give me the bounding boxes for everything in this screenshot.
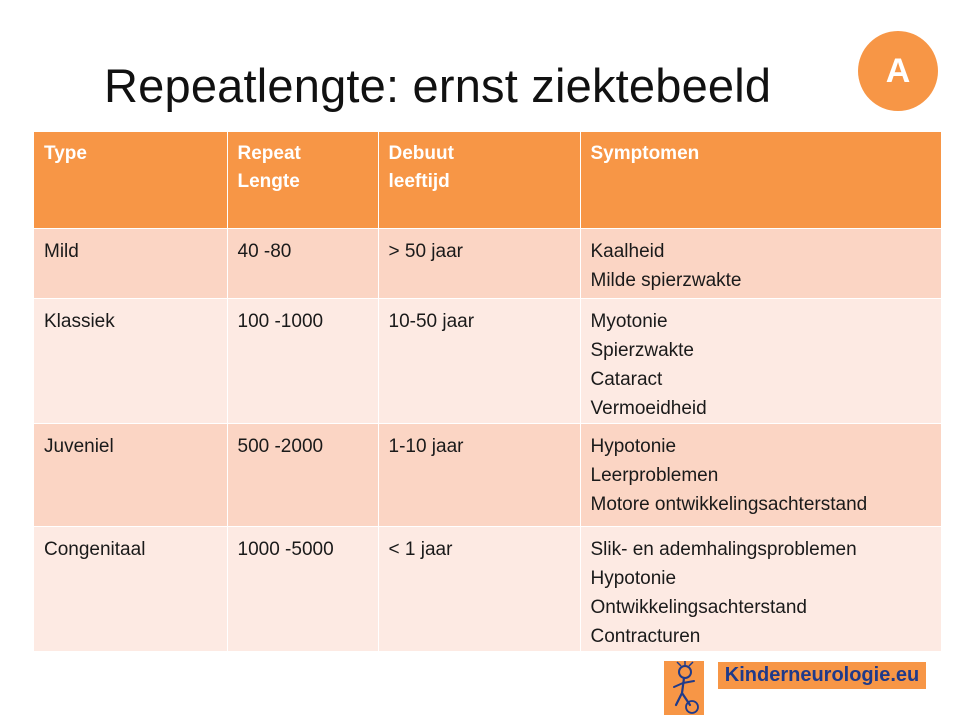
- child-figure-icon: [664, 661, 704, 715]
- symptom-item: Ontwikkelingsachterstand: [590, 596, 807, 618]
- header-repeat-length: [227, 132, 378, 228]
- slide-title: Repeatlengte: ernst ziektebeeld: [104, 59, 772, 112]
- header-line: Symptomen: [590, 143, 700, 164]
- section-badge: A: [858, 31, 938, 111]
- symptom-item: Contracturen: [590, 625, 701, 647]
- cell-repeat-length: 500 -2000: [227, 423, 378, 526]
- header-line: leeftijd: [388, 171, 450, 192]
- symptom-item: Milde spierzwakte: [590, 269, 742, 291]
- table-header-row: [34, 132, 941, 228]
- cell-type: Klassiek: [34, 298, 227, 423]
- cell-type: Congenitaal: [34, 526, 227, 651]
- cell-symptoms: [580, 298, 941, 423]
- site-logo: Kinderneurologie.eu: [718, 662, 926, 689]
- cell-onset-age: 1-10 jaar: [378, 423, 580, 526]
- symptom-item: Vermoeidheid: [590, 397, 707, 419]
- symptom-item: Leerproblemen: [590, 464, 719, 486]
- symptom-item: Hypotonie: [590, 567, 677, 589]
- header-line: Repeat: [237, 143, 301, 164]
- header-line: Debuut: [388, 143, 454, 164]
- header-line: Type: [44, 143, 87, 164]
- symptom-item: Slik- en ademhalingsproblemen: [590, 538, 857, 560]
- cell-symptoms: [580, 423, 941, 526]
- symptom-item: Myotonie: [590, 310, 668, 332]
- table-row: [34, 298, 941, 423]
- symptom-item: Kaalheid: [590, 240, 665, 262]
- cell-repeat-length: 40 -80: [227, 228, 378, 298]
- cell-repeat-length: 1000 -5000: [227, 526, 378, 651]
- table-row: [34, 526, 941, 651]
- cell-repeat-length: 100 -1000: [227, 298, 378, 423]
- symptom-item: Cataract: [590, 368, 663, 390]
- header-symptoms: [580, 132, 941, 228]
- cell-type: Mild: [34, 228, 227, 298]
- symptom-item: Motore ontwikkelingsachterstand: [590, 493, 868, 515]
- table-row: [34, 423, 941, 526]
- symptom-item: Spierzwakte: [590, 339, 694, 361]
- cell-symptoms: [580, 228, 941, 298]
- header-line: Lengte: [237, 171, 300, 192]
- header-type: [34, 132, 227, 228]
- table-row: [34, 228, 941, 298]
- severity-table: [34, 132, 941, 652]
- header-onset-age: [378, 132, 580, 228]
- cell-onset-age: < 1 jaar: [378, 526, 580, 651]
- cell-onset-age: > 50 jaar: [378, 228, 580, 298]
- cell-onset-age: 10-50 jaar: [378, 298, 580, 423]
- symptom-item: Hypotonie: [590, 435, 677, 457]
- cell-symptoms: [580, 526, 941, 651]
- cell-type: Juveniel: [34, 423, 227, 526]
